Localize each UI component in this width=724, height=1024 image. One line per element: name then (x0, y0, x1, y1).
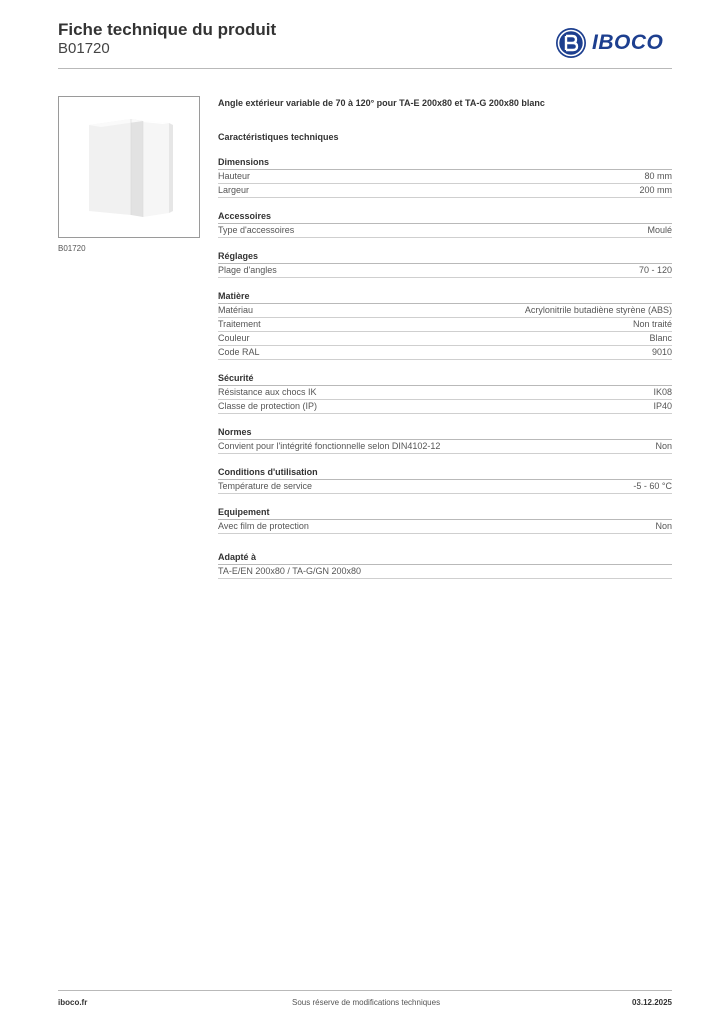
spec-value: 9010 (651, 347, 672, 357)
spec-value: -5 - 60 °C (633, 481, 672, 491)
spec-value: Non (655, 521, 672, 531)
brand-logo-icon (556, 28, 586, 58)
adapted-section (218, 551, 672, 579)
spec-row (218, 318, 672, 332)
section-title: Sécurité (218, 372, 672, 386)
product-details (218, 96, 672, 534)
spec-value: Blanc (649, 333, 672, 343)
spec-label: Température de service (218, 481, 313, 491)
spec-value: 200 mm (639, 185, 672, 195)
product-description: Angle extérieur variable de 70 à 120° pour TA-E 200x80 et TA-G 200x80 blanc (218, 98, 545, 108)
spec-row (218, 170, 672, 184)
spec-label: Hauteur (218, 171, 251, 181)
spec-label: Code RAL (218, 347, 260, 357)
section-title: Equipement (218, 506, 672, 520)
adapted-title: Adapté à (218, 551, 672, 565)
section-title: Normes (218, 426, 672, 440)
spec-value: Moulé (647, 225, 672, 235)
spec-value: 70 - 120 (638, 265, 672, 275)
spec-label: Type d'accessoires (218, 225, 295, 235)
spec-value: IP40 (653, 401, 672, 411)
spec-row (218, 184, 672, 198)
spec-section (218, 426, 672, 454)
header-divider (58, 68, 672, 69)
spec-value: Non traité (632, 319, 672, 329)
section-title: Conditions d'utilisation (218, 466, 672, 480)
section-title: Accessoires (218, 210, 672, 224)
spec-value: Non (655, 441, 672, 451)
footer-date: 03.12.2025 (631, 998, 672, 1007)
spec-row (218, 346, 672, 360)
spec-row (218, 440, 672, 454)
spec-row (218, 264, 672, 278)
spec-label: Matériau (218, 305, 254, 315)
spec-label: Classe de protection (IP) (218, 401, 318, 411)
section-title: Matière (218, 290, 672, 304)
spec-label: Résistance aux chocs IK (218, 387, 317, 397)
spec-section (218, 506, 672, 534)
spec-label: Avec film de protection (218, 521, 309, 531)
spec-section (218, 156, 672, 198)
spec-row (218, 520, 672, 534)
spec-value: Acrylonitrile butadiène styrène (ABS) (524, 305, 672, 315)
spec-label: Traitement (218, 319, 261, 329)
product-reference: B01720 (58, 40, 110, 57)
product-image (58, 96, 200, 238)
spec-label: Largeur (218, 185, 250, 195)
image-caption: B01720 (58, 244, 86, 253)
tech-heading: Caractéristiques techniques (218, 132, 339, 142)
spec-section (218, 466, 672, 494)
spec-row (218, 304, 672, 318)
spec-section (218, 290, 672, 360)
spec-label: Plage d'angles (218, 265, 277, 275)
spec-row (218, 480, 672, 494)
brand-logo (556, 26, 663, 60)
spec-value: IK08 (653, 387, 672, 397)
section-title: Réglages (218, 250, 672, 264)
brand-name: IBOCO (592, 31, 664, 54)
footer-note: Sous réserve de modifications techniques (292, 998, 441, 1007)
spec-label: Convient pour l'intégrité fonctionnelle selon DIN4102-12 (218, 441, 441, 451)
spec-row (218, 386, 672, 400)
footer-website: iboco.fr (58, 998, 88, 1007)
section-title: Dimensions (218, 156, 672, 170)
spec-section (218, 372, 672, 414)
spec-value: 80 mm (644, 171, 672, 181)
spec-section (218, 210, 672, 238)
spec-label: Couleur (218, 333, 250, 343)
spec-row (218, 332, 672, 346)
spec-row (218, 224, 672, 238)
footer-divider (58, 990, 672, 991)
spec-section (218, 250, 672, 278)
page-title: Fiche technique du produit (58, 20, 277, 39)
spec-row (218, 400, 672, 414)
adapted-item: TA-E/EN 200x80 / TA-G/GN 200x80 (218, 565, 672, 579)
spec-sections (218, 156, 672, 534)
product-image-drawing (59, 97, 199, 237)
